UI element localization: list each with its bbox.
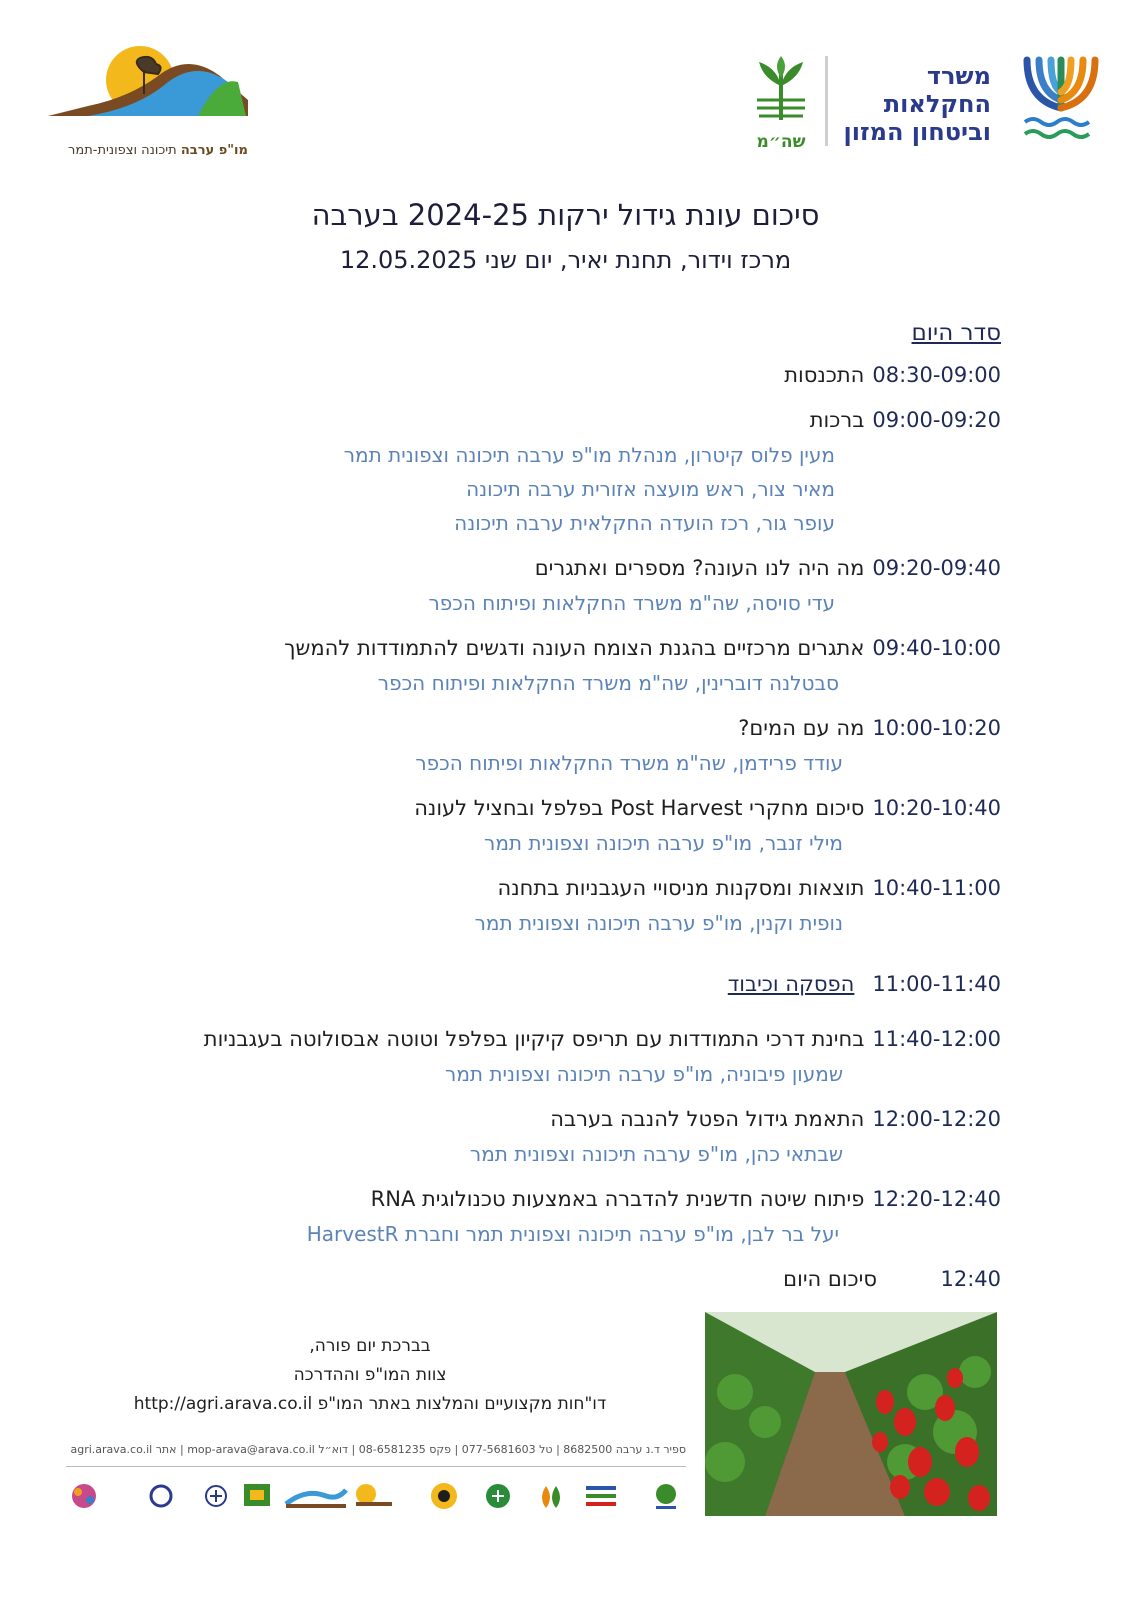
agenda-topic: התכנסות bbox=[784, 363, 865, 387]
agenda-speaker: מאיר צור, ראש מועצה אזורית ערבה תיכונה bbox=[466, 477, 835, 501]
agenda-speaker: שבתאי כהן, מו"פ ערבה תיכונה וצפונית תמר bbox=[469, 1142, 843, 1166]
ministry-logo bbox=[741, 52, 1101, 152]
agenda-topic: התאמת גידול הפטל להנבה בערבה bbox=[550, 1107, 865, 1131]
agenda-topic: בחינת דרכי התמודדות עם תריפס קיקיון בפלפל וטוטה אבסולוטה בעגבניות bbox=[203, 1027, 865, 1051]
agenda-time: 12:00-12:20 bbox=[872, 1107, 1001, 1131]
agenda-speaker: עופר גור, רכז הועדה החקלאית ערבה תיכונה bbox=[454, 511, 835, 535]
agenda-row bbox=[371, 1185, 1001, 1213]
contact-divider bbox=[66, 1466, 686, 1467]
agenda-row bbox=[414, 794, 1001, 822]
agenda-speaker: נופית וקנין, מו"פ ערבה תיכונה וצפונית תמר bbox=[474, 911, 843, 935]
page-title: סיכום עונת גידול ירקות 2024-25 בערבה bbox=[311, 198, 820, 232]
mop-arava-logo bbox=[48, 46, 268, 158]
partner-logos bbox=[66, 1478, 686, 1518]
agenda-time: 10:00-10:20 bbox=[872, 716, 1001, 740]
agenda-row bbox=[535, 554, 1001, 582]
mop-label-bold: מו"פ ערבה bbox=[180, 143, 248, 158]
ministry-name-line: החקלאות bbox=[883, 90, 991, 118]
agenda-heading: סדר היום bbox=[911, 320, 1001, 346]
mop-label bbox=[48, 143, 268, 158]
agenda-topic: ברכות bbox=[809, 408, 865, 432]
break-row bbox=[728, 970, 1001, 998]
agenda-speaker: יעל בר לבן, מו"פ ערבה תיכונה וצפונית תמר וחברת HarvestR bbox=[306, 1222, 839, 1246]
agenda-time: 09:20-09:40 bbox=[872, 556, 1001, 580]
agenda-row bbox=[204, 1025, 1001, 1053]
ministry-name bbox=[843, 62, 991, 146]
agenda-row bbox=[284, 634, 1001, 662]
mop-landscape-icon bbox=[48, 46, 268, 130]
agenda-time: 12:20-12:40 bbox=[872, 1187, 1001, 1211]
contact-line: ספיר ד.נ ערבה 8682500 | טל 077-5681603 | פקס 08-6581235 | דוא״ל mop-arava@arava.co.il | אתר agri.arava.co.il bbox=[70, 1443, 686, 1456]
agenda-topic: מה עם המים? bbox=[738, 716, 865, 740]
agenda-time: 12:40 bbox=[940, 1267, 1001, 1291]
agenda-speaker: שמעון פיבוניה, מו"פ ערבה תיכונה וצפונית תמר bbox=[445, 1062, 843, 1086]
agenda-row bbox=[784, 361, 1001, 389]
shaam-plant-icon bbox=[749, 56, 813, 122]
shaam-label: שה״מ bbox=[756, 132, 806, 152]
agenda-row bbox=[783, 1265, 1001, 1293]
agenda-row bbox=[738, 714, 1001, 742]
agenda-time: 09:00-09:20 bbox=[872, 408, 1001, 432]
agenda-time: 10:20-10:40 bbox=[872, 796, 1001, 820]
agenda-topic: סיכום מחקרי Post Harvest בפלפל ובחציל לעונה bbox=[414, 796, 865, 820]
agenda-speaker: מילי זנבר, מו"פ ערבה תיכונה וצפונית תמר bbox=[484, 831, 843, 855]
agenda-time: 11:40-12:00 bbox=[872, 1027, 1001, 1051]
agenda-speaker: עדי סויסה, שה"מ משרד החקלאות ופיתוח הכפר bbox=[428, 591, 835, 615]
agenda-topic: אתגרים מרכזיים בהגנת הצומח העונה ודגשים להתמודדות להמשך bbox=[284, 636, 865, 660]
website-link[interactable]: דו"חות מקצועיים והמלצות באתר המו"פ http://agri.arava.co.il bbox=[133, 1394, 607, 1414]
agenda-topic: פיתוח שיטה חדשנית להדברה באמצעות טכנולוגית RNA bbox=[370, 1187, 865, 1211]
logo-divider bbox=[825, 56, 828, 146]
closing-message bbox=[120, 1332, 620, 1419]
agenda-topic: תוצאות ומסקנות מניסויי העגבניות בתחנה bbox=[497, 876, 865, 900]
mop-label-rest: תיכונה וצפונית-תמר bbox=[68, 143, 181, 158]
agenda-time: 08:30-09:00 bbox=[872, 363, 1001, 387]
menorah-icon bbox=[1021, 52, 1101, 144]
closing-line: צוות המו"פ וההדרכה bbox=[293, 1365, 447, 1385]
ministry-name-line: משרד bbox=[926, 62, 991, 90]
closing-line: בברכת יום פורה, bbox=[309, 1336, 431, 1356]
agenda-row bbox=[810, 406, 1001, 434]
agenda-speaker: עודד פרידמן, שה"מ משרד החקלאות ופיתוח הכפר bbox=[415, 751, 843, 775]
break-label: הפסקה וכיבוד bbox=[727, 972, 855, 996]
agenda-row bbox=[498, 874, 1002, 902]
agenda-time: 09:40-10:00 bbox=[872, 636, 1001, 660]
partner-logo-icon bbox=[72, 1483, 676, 1509]
agenda-row bbox=[550, 1105, 1001, 1133]
ministry-name-line: וביטחון המזון bbox=[843, 118, 991, 146]
agenda-topic: סיכום היום bbox=[783, 1267, 877, 1291]
break-time: 11:00-11:40 bbox=[872, 972, 1001, 996]
agenda-speaker: סבטלנה דוברינין, שה"מ משרד החקלאות ופיתוח הכפר bbox=[377, 671, 839, 695]
pepper-greenhouse-photo bbox=[705, 1312, 997, 1516]
agenda-speaker: מעין פלוס קיטרון, מנהלת מו"פ ערבה תיכונה וצפונית תמר bbox=[343, 443, 835, 467]
agenda-time: 10:40-11:00 bbox=[872, 876, 1001, 900]
agenda-topic: מה היה לנו העונה? מספרים ואתגרים bbox=[534, 556, 865, 580]
page-subtitle: מרכז וידור, תחנת יאיר, יום שני 12.05.2025 bbox=[339, 246, 792, 274]
